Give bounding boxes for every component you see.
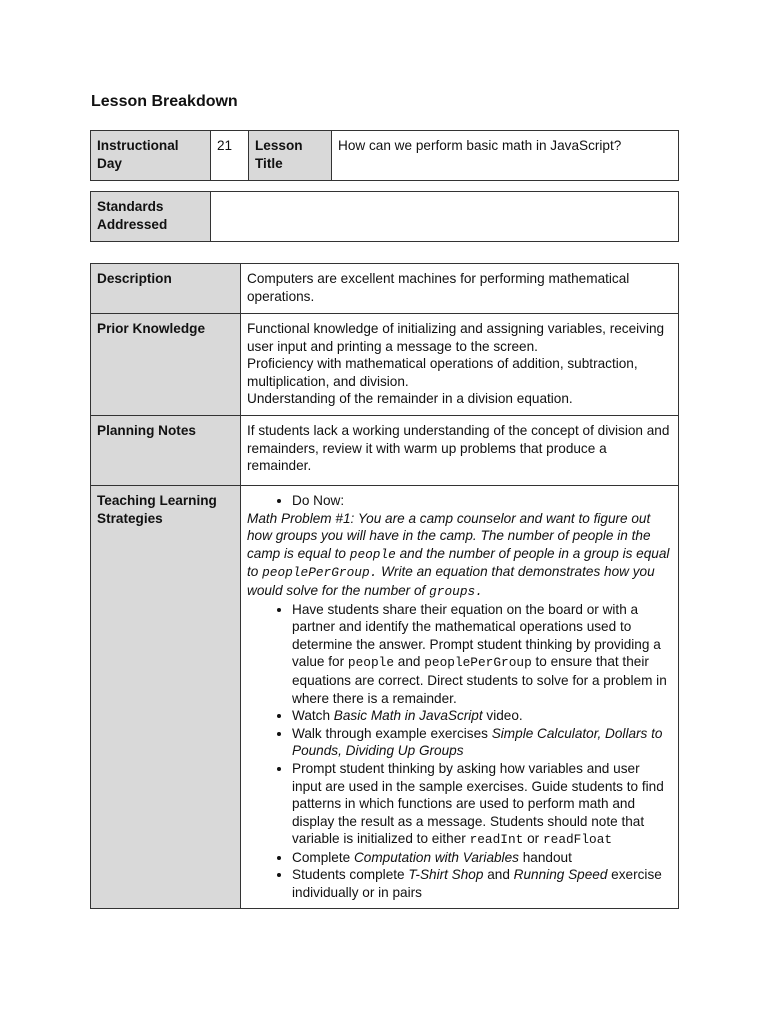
prior-knowledge-line: Proficiency with mathematical operations of addition, subtraction, multiplication, and division. bbox=[247, 356, 638, 389]
strategy-item: • Have students share their equation on the board or with a partner and identify the mathematical operations used to determine the answer. Prompt student thinking by providing a value for people and peoplePerGroup to ensure that their equations are correct. Direct students to solve for a problem in where there is a remainder. bbox=[292, 601, 672, 708]
strategy-item: • Walk through example exercises Simple Calculator, Dollars to Pounds, Dividing Up Groups bbox=[292, 725, 672, 760]
do-now-item: • Do Now: bbox=[292, 492, 672, 510]
instructional-day-label: Instructional Day bbox=[91, 131, 211, 181]
teaching-strategies-label: Teaching Learning Strategies bbox=[91, 486, 241, 909]
standards-label: Standards Addressed bbox=[91, 192, 211, 242]
standards-value bbox=[211, 192, 679, 242]
lesson-title-label: Lesson Title bbox=[249, 131, 332, 181]
description-label: Description bbox=[91, 264, 241, 314]
prior-knowledge-line: Functional knowledge of initializing and assigning variables, receiving user input and printing a message to the screen. bbox=[247, 321, 665, 354]
lesson-header-table bbox=[90, 130, 679, 181]
strategy-item: • Watch Basic Math in JavaScript video. bbox=[292, 707, 672, 725]
description-text: Computers are excellent machines for performing mathematical operations. bbox=[241, 264, 679, 314]
math-problem-text: Math Problem #1: You are a camp counselor and want to figure out how groups you will have in the camp. The number of people in the camp is equal to people and the number of people in a group is equal to peoplePerGroup. Write an equation that demonstrates how you would solve for the number of groups. bbox=[247, 510, 670, 599]
strategy-item: • Prompt student thinking by asking how variables and user input are used in the sample exercises. Guide students to find patterns in which functions are used to perform math and display the result as a message. Students should note that variable is initialized to either readInt or readFloat bbox=[292, 760, 672, 849]
teaching-strategies-content bbox=[241, 486, 679, 909]
strategy-item: • Complete Computation with Variables handout bbox=[292, 849, 672, 867]
prior-knowledge-label: Prior Knowledge bbox=[91, 314, 241, 416]
prior-knowledge-text bbox=[241, 314, 679, 416]
strategy-item: • Students complete T-Shirt Shop and Running Speed exercise individually or in pairs bbox=[292, 866, 672, 901]
lesson-title-value: How can we perform basic math in JavaScript? bbox=[332, 131, 679, 181]
strategy-list bbox=[247, 601, 672, 902]
planning-notes-text: If students lack a working understanding of the concept of division and remainders, review it with warm up problems that produce a remainder. bbox=[241, 416, 679, 486]
instructional-day-value: 21 bbox=[211, 131, 249, 181]
page-title: Lesson Breakdown bbox=[91, 93, 238, 110]
prior-knowledge-line: Understanding of the remainder in a division equation. bbox=[247, 391, 573, 407]
do-now-list bbox=[247, 492, 672, 510]
standards-table bbox=[90, 191, 679, 242]
planning-notes-label: Planning Notes bbox=[91, 416, 241, 486]
lesson-detail-table bbox=[90, 263, 679, 909]
